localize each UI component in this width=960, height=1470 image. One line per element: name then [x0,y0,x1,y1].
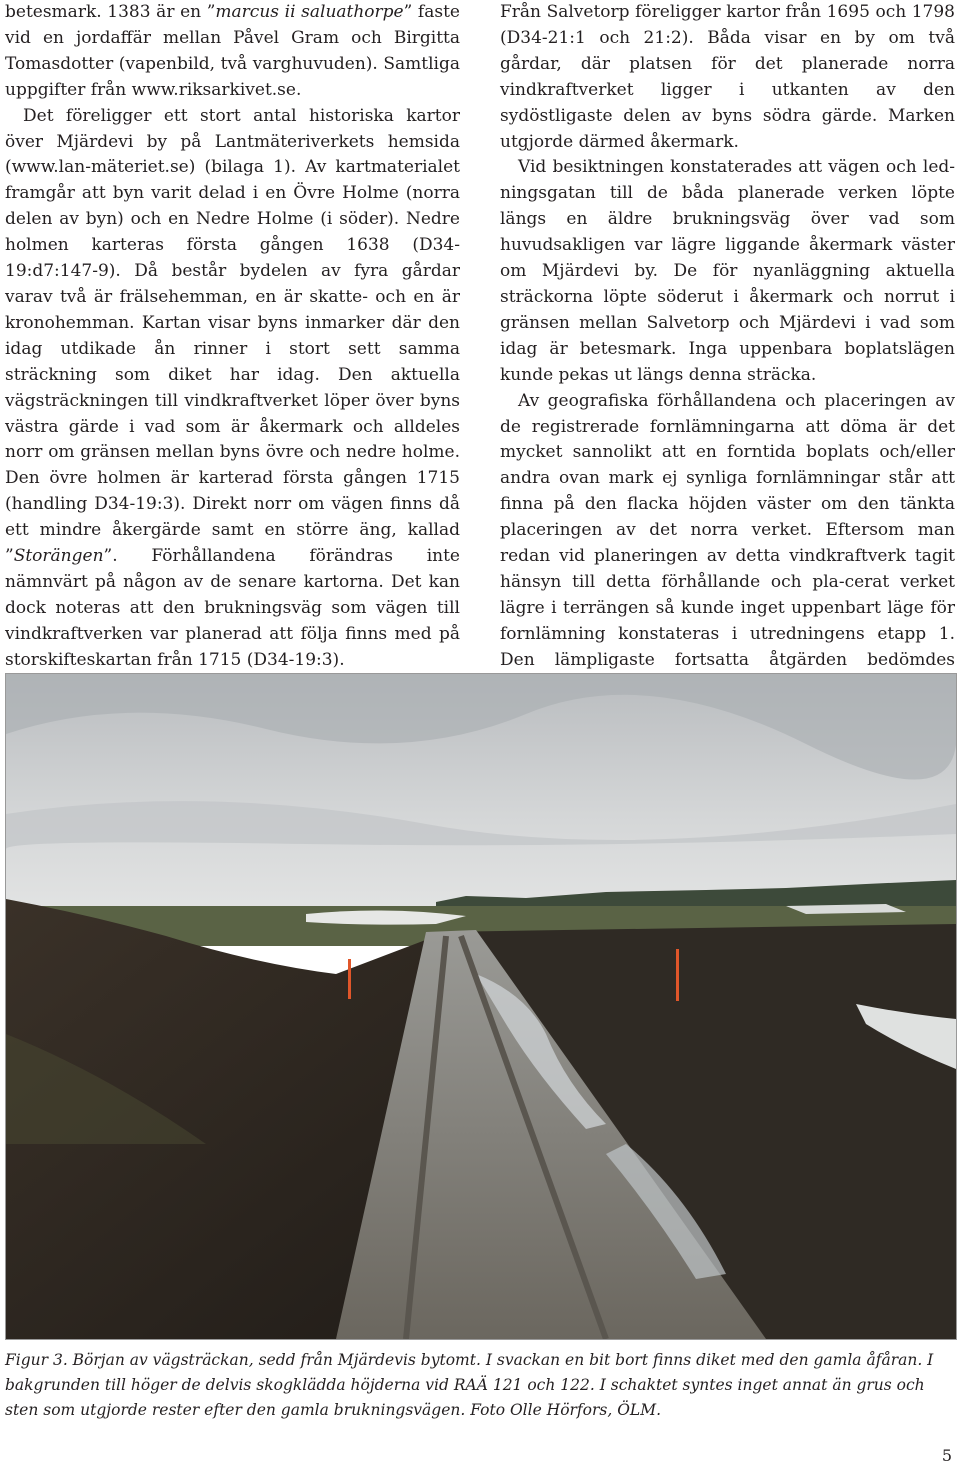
figure-photo [5,673,957,1340]
marker-stake [348,959,351,999]
left-text-column [5,0,460,674]
figure-caption: Figur 3. Början av vägsträckan, sedd från Mjärdevis bytomt. I svackan en bit bort finns diket med den gamla åfåran. I bakgrunden till höger de delvis skogklädda höjderna vid RAÄ 121 och 122. I schaktet syntes inget annat än grus och sten som utgjorde rester efter den gamla brukningsvägen. Foto Olle Hörfors, ÖLM. [5,1351,934,1419]
paragraph: Vid besiktningen konstaterades att vägen och led-ningsgatan till de båda planerade verken löpte längs en äldre brukningsväg över vad som huvudsakligen var lägre liggande åkermark väster om Mjärdevi by. De för nyanläggning aktuella sträckorna löpte söderut i åkermark och norrut i gränsen mellan Salvetorp och Mjärdevi i vad som idag är betesmark. Inga uppenbara boplatslägen kunde pekas ut längs denna sträcka. [500,157,955,385]
marker-stake [676,949,679,1001]
emphasis: marcus ii saluathorpe [215,2,404,22]
page-number: 5 [941,1446,952,1465]
paragraph: Av geografiska förhållandena och placeringen av de registrerade fornlämningarna att döma är det mycket sannolikt att en forntida boplats och/eller andra ovan mark ej synliga fornlämningar står att finna på den flacka höjden väster om den tänkta placeringen av det norra verket. Eftersom man redan vid planeringen av detta vindkraftverk tagit hänsyn till detta förhållande och pla-cerat verket lägre i terrängen så kunde inget uppenbart läge för fornlämning konstateras i utredningens etapp 1. Den lämpligaste fortsatta åtgärden bedömdes [500,390,955,670]
right-text-column [500,0,955,725]
paragraph: Från Salvetorp föreligger kartor från 1695 och 1798 (D34-21:1 och 21:2). Båda visar en by om två gårdar, där platsen för det planerade norra vindkraftverket ligger i utkanten av den sydöstligaste delen av byns södra gärde. Marken utgjorde därmed åkermark. [500,2,955,152]
paragraph: Det föreligger ett stort antal historiska kartor över Mjärdevi by på Lantmäteriverkets hemsida (www.lan-mäteriet.se) (bilaga 1). Av kartmaterialet framgår att byn varit delad i en Övre Holme (norra delen av byn) och en Nedre Holme (i söder). Nedre holmen karteras första gången 1638 (D34-19:d7:147-9). Då består bydelen av fyra gårdar varav två är frälsehemman, en är skatte- och en är kronohemman. Kartan visar byns inmarker där den idag utdikade ån rinner i stort sett samma sträckning som diket har idag. Den aktuella vägsträckningen till vindkraftverket löper över byns västra gärde i vad som är åkermark och alldeles norr om gränsen mellan byns övre och nedre holme. Den övre holmen är karterad första gången 1715 (handling D34-19:3). Direkt norr om vägen finns då ett mindre åkergärde samt en större äng, kallad ”Storängen”. Förhållandena förändras inte nämnvärt på någon av de senare kartorna. Det kan dock noteras att den brukningsväg som vägen till vindkraftverken var planerad att följa finns med på storskifteskartan från 1715 (D34-19:3). [5,105,460,670]
paragraph: betesmark. 1383 är en ”marcus ii saluathorpe” faste vid en jordaffär mellan Påvel Gram och Birgitta Tomasdotter (vapenbild, två varghuvuden). Samtliga uppgifter från www.riksarkivet.se. [5,2,460,100]
landscape-photo-illustration [6,674,956,1339]
emphasis: Storängen [13,546,104,567]
